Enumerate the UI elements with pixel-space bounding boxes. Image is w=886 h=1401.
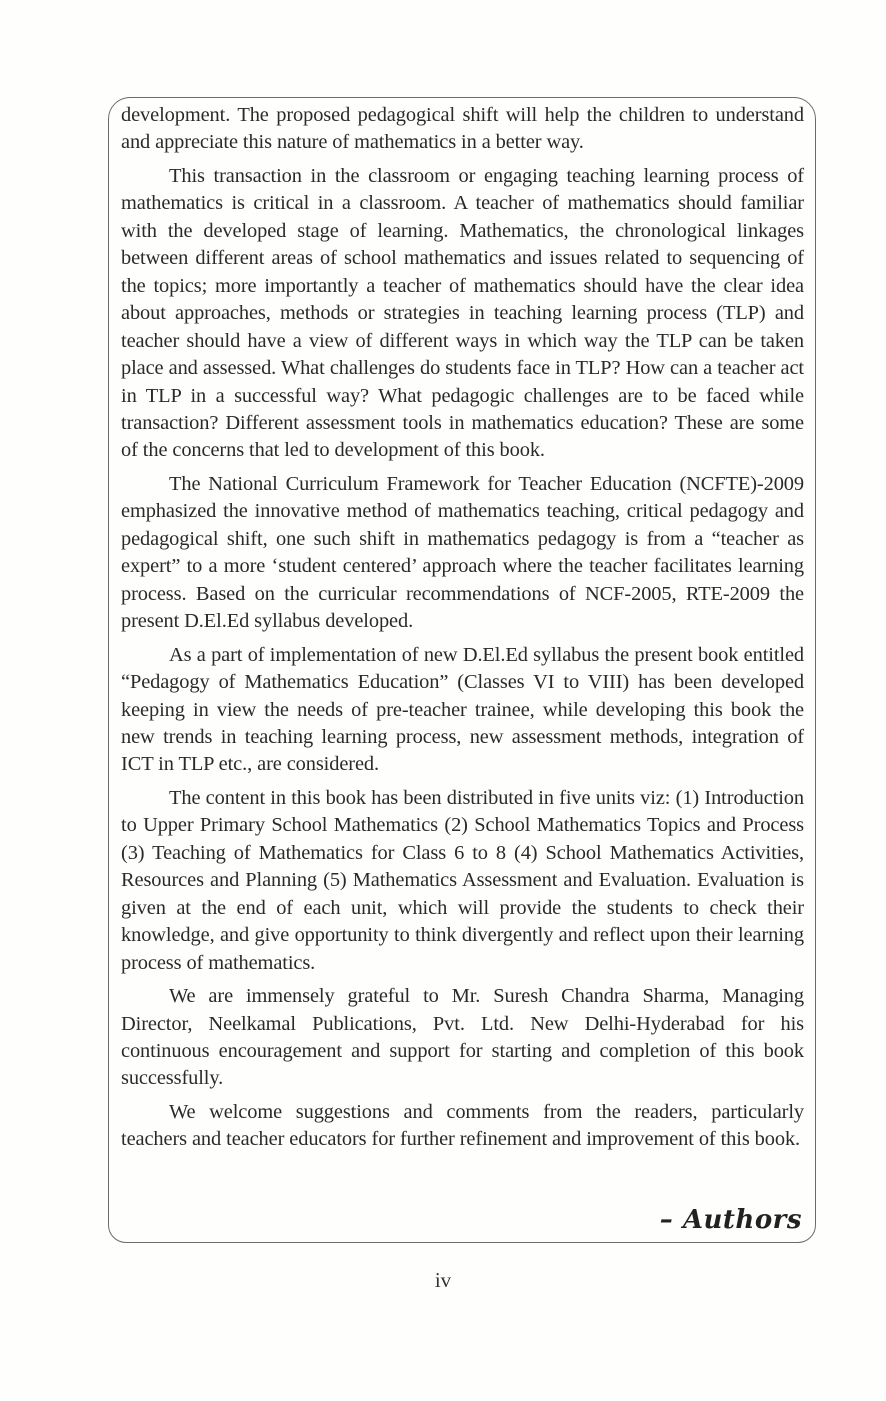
paragraph-units: The content in this book has been distributed in five units viz: (1) Introduction to Upper Primary School Mathematics (2) School Mathematics Topics and Process (3) Teaching of Mathematics for Class 6 to 8 (4) School Mathematics Activities, Resources and Planning (5) Mathematics Assessment and Evaluation. Evaluation is given at the end of each unit, which will provide the students to check their knowledge, and give opportunity to think divergently and reflect upon their learning process of mathematics. bbox=[121, 786, 804, 974]
paragraph-ncfte: The National Curriculum Framework for Teacher Education (NCFTE)-2009 emphasized the innovative method of mathematics teaching, critical pedagogy and pedagogical shift, one such shift in mathematics pedagogy is from a “teacher as expert” to a more ‘student centered’ approach where the teacher facilitates learning process. Based on the curricular recommendations of NCF-2005, RTE-2009 the present D.El.Ed syllabus developed. bbox=[121, 472, 804, 633]
page-number: iv bbox=[434, 1268, 452, 1292]
paragraph-continuation: development. The proposed pedagogical shift will help the children to understand and appreciate this nature of mathematics in a better way. bbox=[121, 104, 804, 154]
paragraph-tlp-concerns: This transaction in the classroom or engaging teaching learning process of mathematics is critical in a classroom. A teacher of mathematics should familiar with the developed stage of learning. Mathematics, the chronological linkages between different areas of school mathematics and issues related to sequencing of the topics; more importantly a teacher of mathematics should have the clear idea about approaches, methods or strategies in teaching learning process (TLP) and teacher should have a view of different ways in which way the TLP can be taken place and assessed. What challenges do students face in TLP? How can a teacher act in TLP in a successful way? What pedagogic challenges are to be faced while transaction? Different assessment tools in mathematics education? These are some of the concerns that led to development of this book. bbox=[121, 164, 804, 462]
paragraph-book-purpose: As a part of implementation of new D.El.Ed syllabus the present book entitled “Pedagogy of Mathematics Education” (Classes VI to VIII) has been developed keeping in view the needs of pre-teacher trainee, while developing this book the new trends in teaching learning process, new assessment methods, integration of ICT in TLP etc., are considered. bbox=[121, 643, 804, 776]
authors-signature: – Authors bbox=[659, 1205, 802, 1235]
paragraph-acknowledgement: We are immensely grateful to Mr. Suresh Chandra Sharma, Managing Director, Neelkamal Publications, Pvt. Ltd. New Delhi-Hyderabad for his continuous encouragement and support for starting and completion of this book successfully. bbox=[121, 985, 804, 1090]
paragraph-suggestions: We welcome suggestions and comments from the readers, particularly teachers and teacher educators for further refinement and improvement of this book. bbox=[121, 1100, 804, 1151]
preface-body bbox=[121, 102, 804, 1160]
